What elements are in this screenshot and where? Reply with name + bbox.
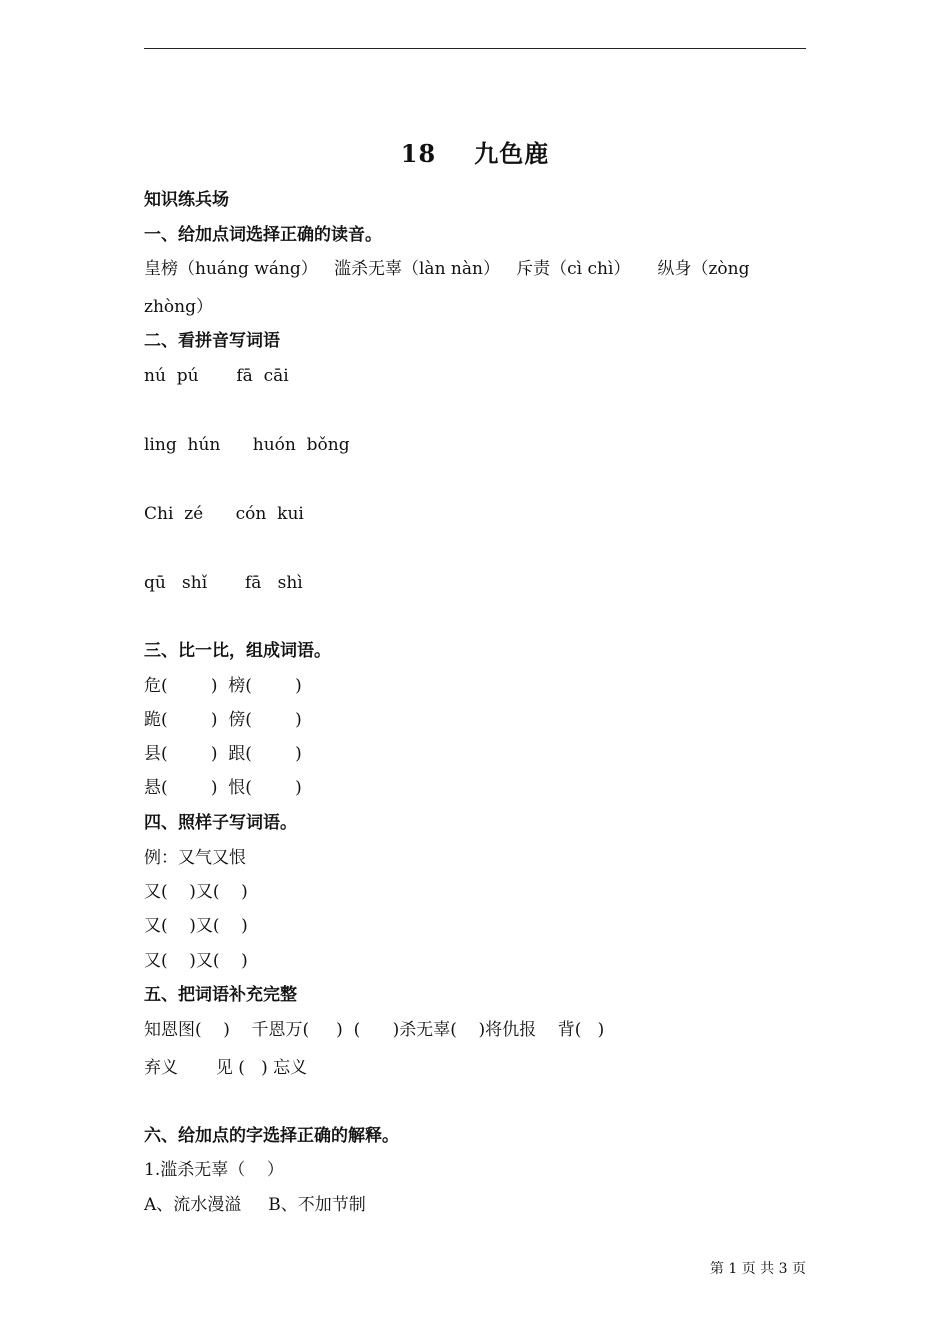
page-title xyxy=(0,134,950,169)
q2-pinyin-row: Chi zé cón kui xyxy=(144,504,304,524)
lesson-title: 九色鹿 xyxy=(474,139,550,168)
q5-heading: 五、把词语补充完整 xyxy=(144,985,297,1005)
q3-heading: 三、比一比，组成词语。 xyxy=(144,641,331,661)
q1-line-1: 皇榜（huáng wáng） 滥杀无辜（làn nàn） 斥责（cì chì） 纵身（zòng xyxy=(144,259,750,279)
q2-pinyin-row: ling hún huón bǒng xyxy=(144,435,350,455)
q4-example: 例：又气又恨 xyxy=(144,848,246,868)
lesson-number: 18 xyxy=(400,139,437,168)
q1-heading: 一、给加点词选择正确的读音。 xyxy=(144,225,382,245)
q3-row: 跪( ) 傍( ) xyxy=(144,710,302,730)
q3-row: 县( ) 跟( ) xyxy=(144,744,302,764)
q6-item-1: 1.滥杀无辜（ ） xyxy=(144,1160,284,1180)
q4-row: 又( )又( ) xyxy=(144,951,248,971)
page-footer: 第 1 页 共 3 页 xyxy=(709,1261,806,1277)
q3-row: 悬( ) 恨( ) xyxy=(144,778,302,798)
q4-row: 又( )又( ) xyxy=(144,882,248,902)
q2-heading: 二、看拼音写词语 xyxy=(144,331,280,351)
q4-row: 又( )又( ) xyxy=(144,916,248,936)
q3-row: 危( ) 榜( ) xyxy=(144,676,302,696)
q6-options-1: A、流水漫溢 B、不加节制 xyxy=(144,1195,366,1215)
q6-heading: 六、给加点的字选择正确的解释。 xyxy=(144,1126,399,1146)
q2-pinyin-row: nú pú fā cāi xyxy=(144,366,289,386)
q2-pinyin-row: qū shǐ fā shì xyxy=(144,573,303,593)
q5-line-1: 知恩图( ) 千恩万( ) ( )杀无辜( )将仇报 背( ) xyxy=(144,1020,605,1040)
q1-line-2: zhòng） xyxy=(144,297,213,317)
header-rule xyxy=(144,48,806,49)
q4-heading: 四、照样子写词语。 xyxy=(144,813,297,833)
section-header: 知识练兵场 xyxy=(144,190,229,210)
q5-line-2: 弃义 见 ( ) 忘义 xyxy=(144,1058,308,1078)
